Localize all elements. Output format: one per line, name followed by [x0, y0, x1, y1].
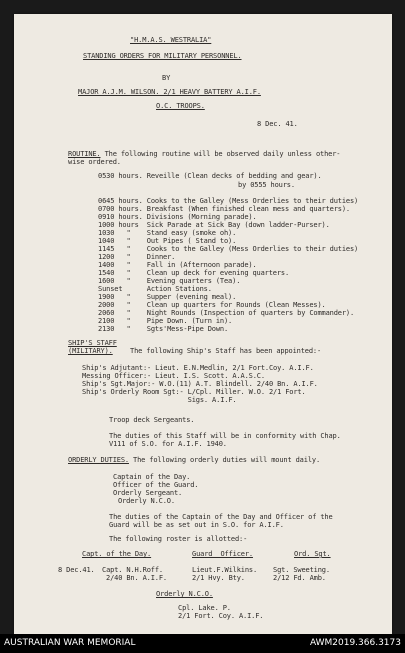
duty-item: Officer of the Guard.: [113, 481, 199, 489]
roster-cell: Capt. N.H.Roff.: [102, 566, 163, 574]
schedule-item: 2100 " Pipe Down. (Turn in).: [98, 317, 233, 325]
schedule-item: 1600 " Evening quarters (Tea).: [98, 277, 241, 285]
duty-item: Captain of the Day.: [113, 473, 191, 481]
routine-intro: The following routine will be observed daily unless other-: [104, 150, 341, 158]
roster-intro: The following roster is allotted:-: [109, 535, 248, 543]
staff-intro: The following Ship's Staff has been appointed:-: [130, 347, 322, 355]
schedule-item: 0645 hours. Cooks to the Galley (Mess Orderlies to their duties): [98, 197, 359, 205]
staff-duties-cont: V111 of S.O. for A.I.F. 1940.: [109, 440, 227, 448]
schedule-item: 0700 hours. Breakfast (When finished clean mess and quarters).: [98, 205, 350, 213]
doc-role: O.C. TROOPS.: [156, 102, 205, 110]
orderly-heading: ORDERLY DUTIES.: [68, 456, 129, 464]
doc-subtitle: STANDING ORDERS FOR MILITARY PERSONNEL.: [83, 52, 242, 60]
schedule-item: 2000 " Clean up quarters for Rounds (Clean Messes).: [98, 301, 326, 309]
reveille-line-cont: by 0555 hours.: [238, 181, 295, 189]
footer-accession-number: AWM2019.366.3173: [309, 638, 401, 648]
captain-duties: The duties of the Captain of the Day and Officer of the: [109, 513, 333, 521]
reveille-line: 0530 hours. Reveille (Clean decks of bedding and gear).: [98, 172, 322, 180]
schedule-item: 1040 " Out Pipes ( Stand to).: [98, 237, 237, 245]
schedule-item: 1030 " Stand easy (smoke oh).: [98, 229, 237, 237]
staff-duties: The duties of this Staff will be in conformity with Chap.: [109, 432, 341, 440]
roster-cell: 2/40 Bn. A.I.F.: [106, 574, 167, 582]
schedule-item: 1540 " Clean up deck for evening quarters.: [98, 269, 290, 277]
staff-item: Ship's Adjutant:- Lieut. E.N.Medlin, 2/1 Fort.Coy. A.I.F.: [82, 364, 314, 372]
schedule-item: 2060 " Night Rounds (Inspection of quarters by Commander).: [98, 309, 355, 317]
roster-header-sgt: Ord. Sgt.: [294, 550, 331, 558]
nco-name: Cpl. Lake. P.: [178, 604, 231, 612]
roster-header-guard: Guard Officer.: [192, 550, 253, 558]
troop-deck-sergeants: Troop deck Sergeants.: [109, 416, 195, 424]
schedule-item: 1200 " Dinner.: [98, 253, 176, 261]
doc-author: MAJOR A.J.M. WILSON. 2/1 HEAVY BATTERY A.I.F.: [78, 88, 261, 96]
roster-cell: Sgt. Sweeting.: [273, 566, 330, 574]
roster-date: 8 Dec.41.: [58, 566, 95, 574]
schedule-item: 2130 " Sgts'Mess-Pipe Down.: [98, 325, 229, 333]
staff-item: Ship's Orderly Room Sgt:- L/Cpl. Miller. W.O. 2/1 Fort.: [82, 388, 306, 396]
schedule-item: 1400 " Fall in (Afternoon parade).: [98, 261, 257, 269]
doc-by: BY: [162, 74, 171, 82]
schedule-item: 1000 hours Sick Parade at Sick Bay (down ladder-Purser).: [98, 221, 330, 229]
nco-heading: Orderly N.C.O.: [156, 590, 213, 598]
duty-item: Orderly N.C.O.: [118, 497, 175, 505]
orderly-intro: The following orderly duties will mount daily.: [133, 456, 321, 464]
doc-date: 8 Dec. 41.: [257, 120, 298, 128]
footer-institution: AUSTRALIAN WAR MEMORIAL: [4, 638, 136, 648]
footer-bar: [0, 634, 405, 653]
routine-intro-cont: wise ordered.: [68, 158, 121, 166]
nco-unit: 2/1 Fort. Coy. A.I.F.: [178, 612, 264, 620]
doc-title: "H.M.A.S. WESTRALIA": [130, 36, 212, 44]
staff-item: Sigs. A.I.F.: [82, 396, 237, 404]
roster-cell: Lieut.F.Wilkins.: [192, 566, 258, 574]
roster-cell: 2/1 Hvy. Bty.: [192, 574, 245, 582]
roster-header-capt: Capt. of the Day.: [82, 550, 152, 558]
duty-item: Orderly Sergeant.: [113, 489, 183, 497]
captain-duties-cont: Guard will be as set out in S.O. for A.I.F.: [109, 521, 284, 529]
schedule-item: 1900 " Supper (evening meal).: [98, 293, 237, 301]
staff-item: Messing Officer:- Lieut. I.S. Scott. A.A.S.C.: [82, 372, 265, 380]
staff-heading: SHIP'S STAFF: [68, 339, 117, 347]
staff-item: Ship's Sgt.Major:- W.O.(11) A.T. Blindell. 2/40 Bn. A.I.F.: [82, 380, 318, 388]
schedule-item: Sunset Action Stations.: [98, 285, 212, 293]
staff-heading-cont: (MILITARY).: [68, 347, 113, 355]
schedule-item: 1145 " Cooks to the Galley (Mess Orderlies to their duties): [98, 245, 359, 253]
roster-cell: 2/12 Fd. Amb.: [273, 574, 326, 582]
routine-heading: ROUTINE.: [68, 150, 101, 158]
schedule-item: 0910 hours. Divisions (Morning parade).: [98, 213, 257, 221]
